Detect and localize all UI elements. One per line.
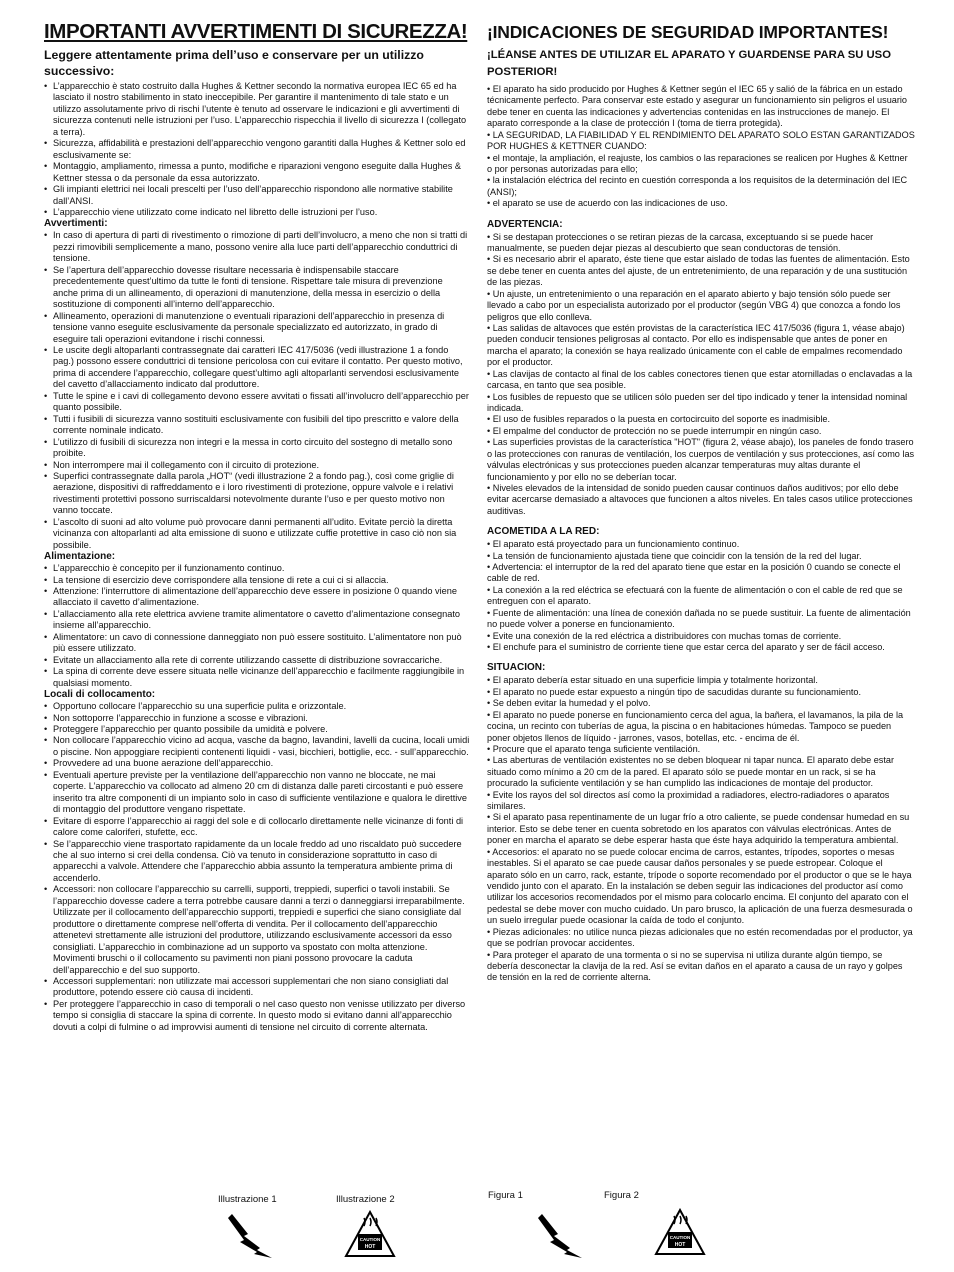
list-item: • El enchufe para el suministro de corriente tiene que estar cerca del aparato y ser de fácil acceso. xyxy=(487,642,915,653)
list-item: • El aparato no puede ponerse en funcionamiento cerca del agua, la bañera, el lavamanos, la pila de la cocina, un recinto con tuberías de agua, la piscina o en habitaciones húmedas. Tampoco se pueden poner objetos llenos de líquido - jarrones, vasos, botellas, etc. - encima de él. xyxy=(487,710,915,744)
list-item: • Accesorios: el aparato no se puede colocar encima de carros, estantes, trípodes, soportes o mesas inestables. Si el aparato se cae puede causar daños personales y se puede estropear. Coloque el aparato sólo en un carro, rack, estante, trípode o soporte recomendado por el productor o que se le haya vendido junto con el aparato. En la instalación se deben seguir las indicaciones del productor así como utilizar los accesorios recomendados por el mismo para colocarlo encima. El conjunto del aparato con el pedestal se debe mover con mucho cuidado. Un paro brusco, la aplicación de una fuerza desmesurada o un suelo irregular puede ocasionar la caída de todo el conjunto. xyxy=(487,847,915,927)
italian-power-heading: Alimentazione: xyxy=(44,551,116,563)
list-item: • Fuente de alimentación: una línea de conexión dañada no se puede sustituir. La fuente de alimentación no puede volver a ponerse en funcionamiento. xyxy=(487,608,915,631)
list-item: • Se l’apparecchio viene trasportato rapidamente da un locale freddo ad uno riscaldato può succedere che al suo interno si crei della condensa. Ciò va tenuto in considerazione soprattutto in caso di apparecchi a valvole. Attendere che l’apparecchio abbia assunto la temperatura ambiente prima di accenderlo. xyxy=(44,839,470,885)
italian-title: IMPORTANTI AVVERTIMENTI DI SICUREZZA! xyxy=(44,20,468,43)
list-item: • Non interrompere mai il collegamento con il circuito di protezione. xyxy=(44,460,470,471)
spanish-fig1-caption: Figura 1 xyxy=(488,1190,523,1201)
list-item: • L’utilizzo di fusibili di sicurezza non integri e la messa in corto circuito del sostegno di metallo sono proibite. xyxy=(44,437,470,460)
list-item: • Se deben evitar la humedad y el polvo. xyxy=(487,698,915,709)
list-item: • Se l’apertura dell’apparecchio dovesse risultare necessaria è indispensabile staccare precedentemente quest’ultimo da tutte le fonti di tensione. Rispettare tale misura di prevenzione anche prima di un allineamento, di operazioni di manutenzione, della messa in esercizio o della sostituzione di componenti all’interno dell’apparecchio. xyxy=(44,265,470,311)
list-item: • El uso de fusibles reparados o la puesta en cortocircuito del soporte es inadmisible. xyxy=(487,414,915,425)
list-item: • Eventuali aperture previste per la ventilazione dell’apparecchio non vanno ne bloccate, ne mai coperte. L’apparecchio va collocato ad almeno 20 cm di distanza dalle pareti circostanti e può essere inserito tra altre componenti di un impianto solo in caso di sufficiente ventilazione e qualora le direttive di montaggio del produttore vengano rispettate. xyxy=(44,770,470,816)
italian-column xyxy=(44,20,470,1033)
list-item: • Para proteger el aparato de una tormenta o si no se supervisa ni utiliza durante algún tiempo, se debería desconectar la clavija de la red. Así se evitan daños en el aparato a causa de un rayo y golpes de tensión en la red de corriente alterna. xyxy=(487,950,915,984)
italian-power-list xyxy=(44,563,470,689)
list-item: • La conexión a la red eléctrica se efectuará con la fuente de alimentación o con el cable de red que se entreguen con el aparato. xyxy=(487,585,915,608)
list-item: • El aparato está proyectado para un funcionamiento continuo. xyxy=(487,539,915,550)
italian-fig2-caption: Illustrazione 2 xyxy=(336,1194,395,1205)
list-item: • Procure que el aparato tenga suficiente ventilación. xyxy=(487,744,915,755)
list-item: • Gli impianti elettrici nei locali prescelti per l’uso dell’apparecchio rispondono alle normative stabilite dall’ANSI. xyxy=(44,184,470,207)
spanish-power-heading: ACOMETIDA A LA RED: xyxy=(487,526,600,538)
list-item: • La tensione di esercizio deve corrispondere alla tensione di rete a cui ci si allaccia. xyxy=(44,575,470,586)
list-item: • In caso di apertura di parti di rivestimento o rimozione di parti dell’involucro, a meno che non si tratti di pezzi rimovibili semplicemente a mano, possono venire alla luce parti dell’apparecchio conduttrici di tensione. xyxy=(44,230,470,264)
list-item: • Las superficies provistas de la característica "HOT" (figura 2, véase abajo), los paneles de fondo trasero o las protecciones con ranuras de ventilación, los cuerpos de ventilación y sus protecciones, así como las válvulas electrónicas y sus protecciones pueden alcanzar temperaturas muy altas durante el funcionamiento y por ello no se deberían tocar. xyxy=(487,437,915,483)
list-item: • Las aberturas de ventilación existentes no se deben bloquear ni tapar nunca. El aparato debe estar situado como mínimo a 20 cm de la pared. El aparato sólo se puede montar en un rack, si se ha procurado la suficiente ventilación y se han cumplido las indicaciones de montaje del productor. xyxy=(487,755,915,789)
list-item: • L’apparecchio viene utilizzato come indicato nel libretto delle istruzioni per l’uso. xyxy=(44,207,470,218)
list-item: • Allineamento, operazioni di manutenzione o eventuali riparazioni dell’apparecchio in presenza di tensione vanno eseguite esclusivamente da personale specializzato ed autorizzato, in grado di eseguire tali operazioni evitandone i rischi connessi. xyxy=(44,311,470,345)
list-item: • Accessori supplementari: non utilizzate mai accessori supplementari che non siano consigliati dal produttore, potendo essere ciò causa di incidenti. xyxy=(44,976,470,999)
list-item: • Opportuno collocare l’apparecchio su una superficie pulita e orizzontale. xyxy=(44,701,470,712)
list-item: • Provvedere ad una buone aerazione dell’apparecchio. xyxy=(44,758,470,769)
spanish-intro-list xyxy=(487,84,915,210)
spanish-fig2-caption: Figura 2 xyxy=(604,1190,639,1201)
hot-surface-warning-icon xyxy=(654,1208,706,1256)
spanish-location-heading: SITUACION: xyxy=(487,662,546,674)
list-item: • Tutte le spine e i cavi di collegamento devono essere avvitati o fissati all’involucro dell’apparecchio per quanto possibile. xyxy=(44,391,470,414)
list-item: • Sicurezza, affidabilità e prestazioni dell’apparecchio vengono garantiti dalla Hughes & Kettner solo ed esclusivamente se: xyxy=(44,138,470,161)
spanish-column xyxy=(487,20,915,984)
list-item: • Non collocare l’apparecchio vicino ad acqua, vasche da bagno, lavandini, lavelli da cucina, locali umidi o piscine. Non appoggiare recipienti contenenti liquidi - vasi, bicchieri, bottiglie, ecc. - sull’apparecchio. xyxy=(44,735,470,758)
lightning-arrow-icon xyxy=(226,1212,278,1260)
list-item: • Alimentatore: un cavo di connessione danneggiato non può essere sostituito. L’alimentatore non può più essere utilizzato. xyxy=(44,632,470,655)
spanish-power-list xyxy=(487,539,915,653)
list-item: • El aparato ha sido producido por Hughes & Kettner según el IEC 65 y salió de la fábrica en un estado técnicamente perfecto. Para conservar este estado y asegurar un funcionamiento sin peligros el usuario debe tener en cuenta las indicaciones y advertencias contenidas en las instrucciones de manejo. El aparato corresponde a la clase de protección I (toma de tierra protegida). xyxy=(487,84,915,130)
list-item: • L’ascolto di suoni ad alto volume può provocare danni permanenti all’udito. Evitate perciò la diretta vicinanza con altoparlanti ad alta emissione di suono e utilizzate cuffie protettive in caso ciò non sia possibile. xyxy=(44,517,470,551)
list-item: • LA SEGURIDAD, LA FIABILIDAD Y EL RENDIMIENTO DEL APARATO SOLO ESTAN GARANTIZADOS POR HUGHES & KETTNER CUANDO: xyxy=(487,130,915,153)
list-item: • Niveles elevados de la intensidad de sonido pueden causar continuos daños auditivos; por ello debe evitar acercarse demasiado a altavoces que funcionen a altos niveles. En tales casos utilice protecciones auditivas. xyxy=(487,483,915,517)
list-item: • El aparato no puede estar expuesto a ningún tipo de sacudidas durante su funcionamiento. xyxy=(487,687,915,698)
list-item: • Los fusibles de repuesto que se utilicen sólo pueden ser del tipo indicado y tener la intensidad nominal indicada. xyxy=(487,392,915,415)
lightning-arrow-icon xyxy=(536,1212,588,1260)
spanish-location-list xyxy=(487,675,915,983)
list-item: • Montaggio, ampliamento, rimessa a punto, modifiche e riparazioni vengono eseguite dalla Hughes & Kettner stessa o da personale da essa autorizzato. xyxy=(44,161,470,184)
list-item: • el aparato se use de acuerdo con las indicaciones de uso. xyxy=(487,198,915,209)
list-item: • Evite los rayos del sol directos así como la proximidad a radiadores, electro-radiadores o aparatos similares. xyxy=(487,790,915,813)
spanish-warnings-heading: ADVERTENCIA: xyxy=(487,218,563,230)
list-item: • Evitare di esporre l’apparecchio ai raggi del sole e di collocarlo direttamente nelle vicinanze di fonti di calore come caloriferi, stufette, ecc. xyxy=(44,816,470,839)
list-item: • Si se destapan protecciones o se retiran piezas de la carcasa, exceptuando si se puede hacer manualmente, se pueden dejar piezas al descubierto que sean conductoras de tensión. xyxy=(487,232,915,255)
hot-surface-warning-icon xyxy=(344,1210,396,1258)
italian-location-list xyxy=(44,701,470,1033)
italian-intro-list xyxy=(44,81,470,218)
list-item: • Tutti i fusibili di sicurezza vanno sostituiti esclusivamente con fusibili del tipo prescritto e valore della corrente nominale indicato. xyxy=(44,414,470,437)
italian-warnings-heading: Avvertimenti: xyxy=(44,218,108,230)
italian-location-heading: Locali di collocamento: xyxy=(44,689,156,701)
list-item: • Attenzione: l’interruttore di alimentazione dell’apparecchio deve essere in posizione 0 quando viene allacciato il cavetto d’alimentazione. xyxy=(44,586,470,609)
list-item: • la instalación eléctrica del recinto en cuestión corresponda a los requisitos de la determinación del IEC (ANSI); xyxy=(487,175,915,198)
list-item: • Evitate un allacciamento alla rete di corrente utilizzando cassette di distribuzione sovraccariche. xyxy=(44,655,470,666)
italian-warnings-list xyxy=(44,230,470,551)
list-item: • Un ajuste, un entretenimiento o una reparación en el aparato abierto y bajo tensión sólo puede ser llevado a cabo por un especialista autorizado por el productor (según VBG 4) que conozca a fondo los peligros que ello conlleva. xyxy=(487,289,915,323)
hot-symbol-line1: CAUTION xyxy=(359,1237,381,1242)
list-item: • La spina di corrente deve essere situata nelle vicinanze dell’apparecchio e facilmente raggiungibile in qualsiasi momento. xyxy=(44,666,470,689)
list-item: • Advertencia: el interruptor de la red del aparato tiene que estar en la posición 0 cuando se conecte el cable de red. xyxy=(487,562,915,585)
list-item: • Las salidas de altavoces que estén provistas de la característica IEC 417/5036 (figura 1, véase abajo) pueden conducir tensiones peligrosas al contacto. Por ello es indispensable que antes de poner en marcha el aparato; la conexión se haya realizado únicamente con el cable de empalmes recomendado por el productor. xyxy=(487,323,915,369)
list-item: • Si es necesario abrir el aparato, éste tiene que estar aislado de todas las fuentes de alimentación. Esto se debe tener en cuenta antes del ajuste, de un entretenimiento, de una reparación y de una sustitución de las piezas. xyxy=(487,254,915,288)
italian-fig1-caption: Illustrazione 1 xyxy=(218,1194,277,1205)
spanish-subtitle: ¡LÉANSE ANTES DE UTILIZAR EL APARATO Y GUARDENSE PARA SU USO POSTERIOR! xyxy=(487,49,892,78)
spanish-title: ¡INDICACIONES DE SEGURIDAD IMPORTANTES! xyxy=(487,22,889,42)
list-item: • el montaje, la ampliación, el reajuste, los cambios o las reparaciones se realicen por Hughes & Kettner o por personas autorizadas para ello; xyxy=(487,153,915,176)
list-item: • Superfici contrassegnate dalla parola „HOT“ (vedi illustrazione 2 a fondo pag.), così come griglie di aerazione, dispositivi di raffreddamento e i loro rivestimenti di protezione, oppure valvole e i relativi rivestimenti protettivi possono surriscaldarsi notevolmente durante l’uso e per questo motivo non vanno toccate. xyxy=(44,471,470,517)
list-item: • Proteggere l’apparecchio per quanto possibile da umidità e polvere. xyxy=(44,724,470,735)
list-item: • Non sottoporre l’apparecchio in funzione a scosse e vibrazioni. xyxy=(44,713,470,724)
list-item: • El aparato debería estar situado en una superficie limpia y totalmente horizontal. xyxy=(487,675,915,686)
spanish-warnings-list xyxy=(487,232,915,518)
list-item: • El empalme del conductor de protección no se puede interrumpir en ningún caso. xyxy=(487,426,915,437)
hot-symbol-line2: HOT xyxy=(674,1242,686,1248)
list-item: • L’apparecchio è stato costruito dalla Hughes & Kettner secondo la normativa europea IEC 65 ed ha lasciato il nostro stabilimento in stato ineccepibile. Per garantire il mantenimento di tale stato e un utilizzo assolutamente privo di rischi l’utente è tenuto ad osservare le indicazioni e gli avvertimenti di sicurezza contenuti nelle istruzioni per l’uso. L’apparecchio rispecchia il livello di sicurezza I (collegato a terra). xyxy=(44,81,470,138)
list-item: • Piezas adicionales: no utilice nunca piezas adicionales que no estén recomendadas por el productor, ya que se podrían provocar accidentes. xyxy=(487,927,915,950)
list-item: • Per proteggere l’apparecchio in caso di temporali o nel caso questo non venisse utilizzato per diverso tempo si consiglia di staccare la spina di corrente. In questo modo si evitano danni all’apparecchio dovuti a colpi di fulmine o ad improvvisi aumenti di tensione nel circuito di corrente alternata. xyxy=(44,999,470,1033)
italian-subtitle: Leggere attentamente prima dell’uso e conservare per un utilizzo successivo: xyxy=(44,48,424,78)
list-item: • Evite una conexión de la red eléctrica a distribuidores con muchas tomas de corriente. xyxy=(487,631,915,642)
hot-symbol-line2: HOT xyxy=(364,1244,376,1250)
hot-symbol-line1: CAUTION xyxy=(669,1235,691,1240)
list-item: • Le uscite degli altoparlanti contrassegnate dai caratteri IEC 417/5036 (vedi illustrazione 1 a fondo pag.) possono essere conduttrici di tensione pericolosa con cui evitare il contatto. Per questo motivo, prima di accendere l’apparecchio, collegare quest’ultimo agli altoparlanti servendosi esclusivamente del cavetto d’allacciamento indicato dal produttore. xyxy=(44,345,470,391)
list-item: • L’apparecchio è concepito per il funzionamento continuo. xyxy=(44,563,470,574)
list-item: • La tensión de funcionamiento ajustada tiene que coincidir con la tensión de la red del lugar. xyxy=(487,551,915,562)
list-item: • Si el aparato pasa repentinamente de un lugar frío a otro caliente, se puede condensar humedad en su interior. Esto se debe tener en cuenta sobretodo en los aparatos con válvulas electrónicas. Antes de poner en marcha el aparato se debe esperar hasta que éste haya adquirido la temperatura ambiental. xyxy=(487,812,915,846)
list-item: • Las clavijas de contacto al final de los cables conectores tienen que estar atornilladas o enclavadas a la carcasa, en tanto que sea posible. xyxy=(487,369,915,392)
list-item: • L’allacciamento alla rete elettrica avviene tramite alimentatore o cavetto d’alimentazione consegnato insieme all’apparecchio. xyxy=(44,609,470,632)
list-item: • Accessori: non collocare l’apparecchio su carrelli, supporti, treppiedi, superfici o tavoli instabili. Se l’apparecchio dovesse cadere a terra potrebbe causare danni a terzi o danneggiarsi irreparabilmente. Utilizzate per il collocamento dell’apparecchio supporti, treppiedi e superfici che siano consigliate dal produttore o direttamente comprese nell’offerta di vendita. Per il collocamento dell’apparecchio attenetevi strettamente alle istruzioni del produttore, utilizzando esclusivamente accessori da esso consigliati. L’apparecchio in combinazione ad un supporto va spostato con molta attenzione. Movimenti bruschi o il collocamento su pavimenti non piani possono provocare la caduta dell’apparecchio e del suo supporto. xyxy=(44,884,470,976)
